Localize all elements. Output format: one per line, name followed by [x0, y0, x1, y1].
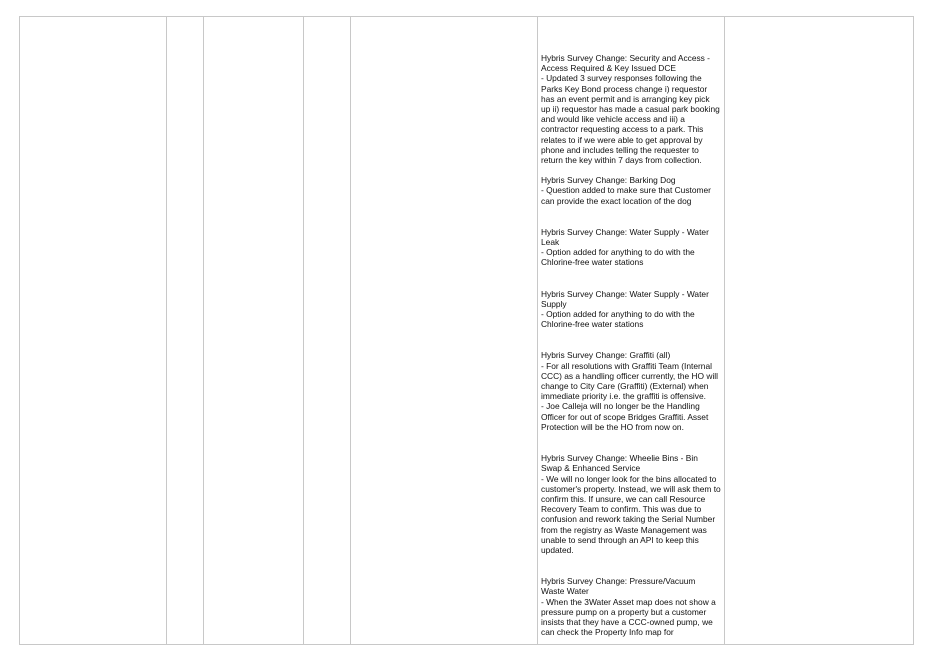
notes-cell [538, 17, 725, 645]
note-heading: Hybris Survey Change: Barking Dog [541, 175, 676, 186]
table-cell-empty [20, 17, 167, 645]
note-detail: - Option added for anything to do with the Chlorine-free water stations [541, 309, 695, 330]
note-detail: - When the 3Water Asset map does not show a pressure pump on a property but a customer insists that they have a CCC-owned pump, we can check the Property Info map for [541, 596, 716, 638]
note-entry [541, 576, 721, 637]
table-cell-empty [304, 17, 351, 645]
table-row [20, 17, 914, 645]
note-entry [541, 227, 721, 268]
note-entry [541, 453, 721, 555]
note-heading: Hybris Survey Change: Security and Access - Access Required & Key Issued DCE [541, 53, 710, 74]
table-cell-empty [725, 17, 914, 645]
note-heading: Hybris Survey Change: Water Supply - Water Supply [541, 288, 709, 309]
change-log-table [19, 16, 914, 645]
note-detail: - Option added for anything to do with the Chlorine-free water stations [541, 247, 695, 268]
note-entry [541, 289, 721, 330]
notes-content [538, 17, 724, 642]
table-cell-empty [351, 17, 538, 645]
table-cell-empty [167, 17, 204, 645]
note-heading: Hybris Survey Change: Pressure/Vacuum Waste Water [541, 576, 696, 597]
note-entry [541, 350, 721, 432]
note-detail: - Question added to make sure that Customer can provide the exact location of the dog [541, 185, 711, 206]
note-heading: Hybris Survey Change: Graffiti (all) [541, 350, 671, 361]
table-cell-empty [204, 17, 304, 645]
note-detail: - We will no longer look for the bins allocated to customer's property. Instead, we will ask them to confirm this. If unsure, we can call Resource Recovery Team to confirm. This was due to confusion and rework taking the Serial Number from the registry as Waste Management was unable to send through an API to keep this updated. [541, 473, 721, 555]
note-heading: Hybris Survey Change: Wheelie Bins - Bin Swap & Enhanced Service [541, 453, 698, 474]
note-heading: Hybris Survey Change: Water Supply - Water Leak [541, 226, 709, 248]
note-detail: - For all resolutions with Graffiti Team (Internal CCC) as a handling officer currently, the HO will change to City Care (Graffiti) (External) when immediate priority i.e. the graffiti is offensive. [541, 360, 719, 402]
note-entry [541, 53, 721, 165]
note-entry [541, 175, 721, 206]
note-detail: - Updated 3 survey responses following the Parks Key Bond process change i) requestor has an event permit and is arranging key pick up ii) requestor has made a casual park booking and would like vehicle access and iii) a contractor requesting access to a park. This relates to if we were able to get approval by phone and includes telling the requester to return the key within 7 days from collection. [541, 73, 720, 166]
note-detail: - Joe Calleja will no longer be the Handling Officer for out of scope Bridges Graffiti. Asset Protection will be the HO from now on. [541, 401, 709, 432]
